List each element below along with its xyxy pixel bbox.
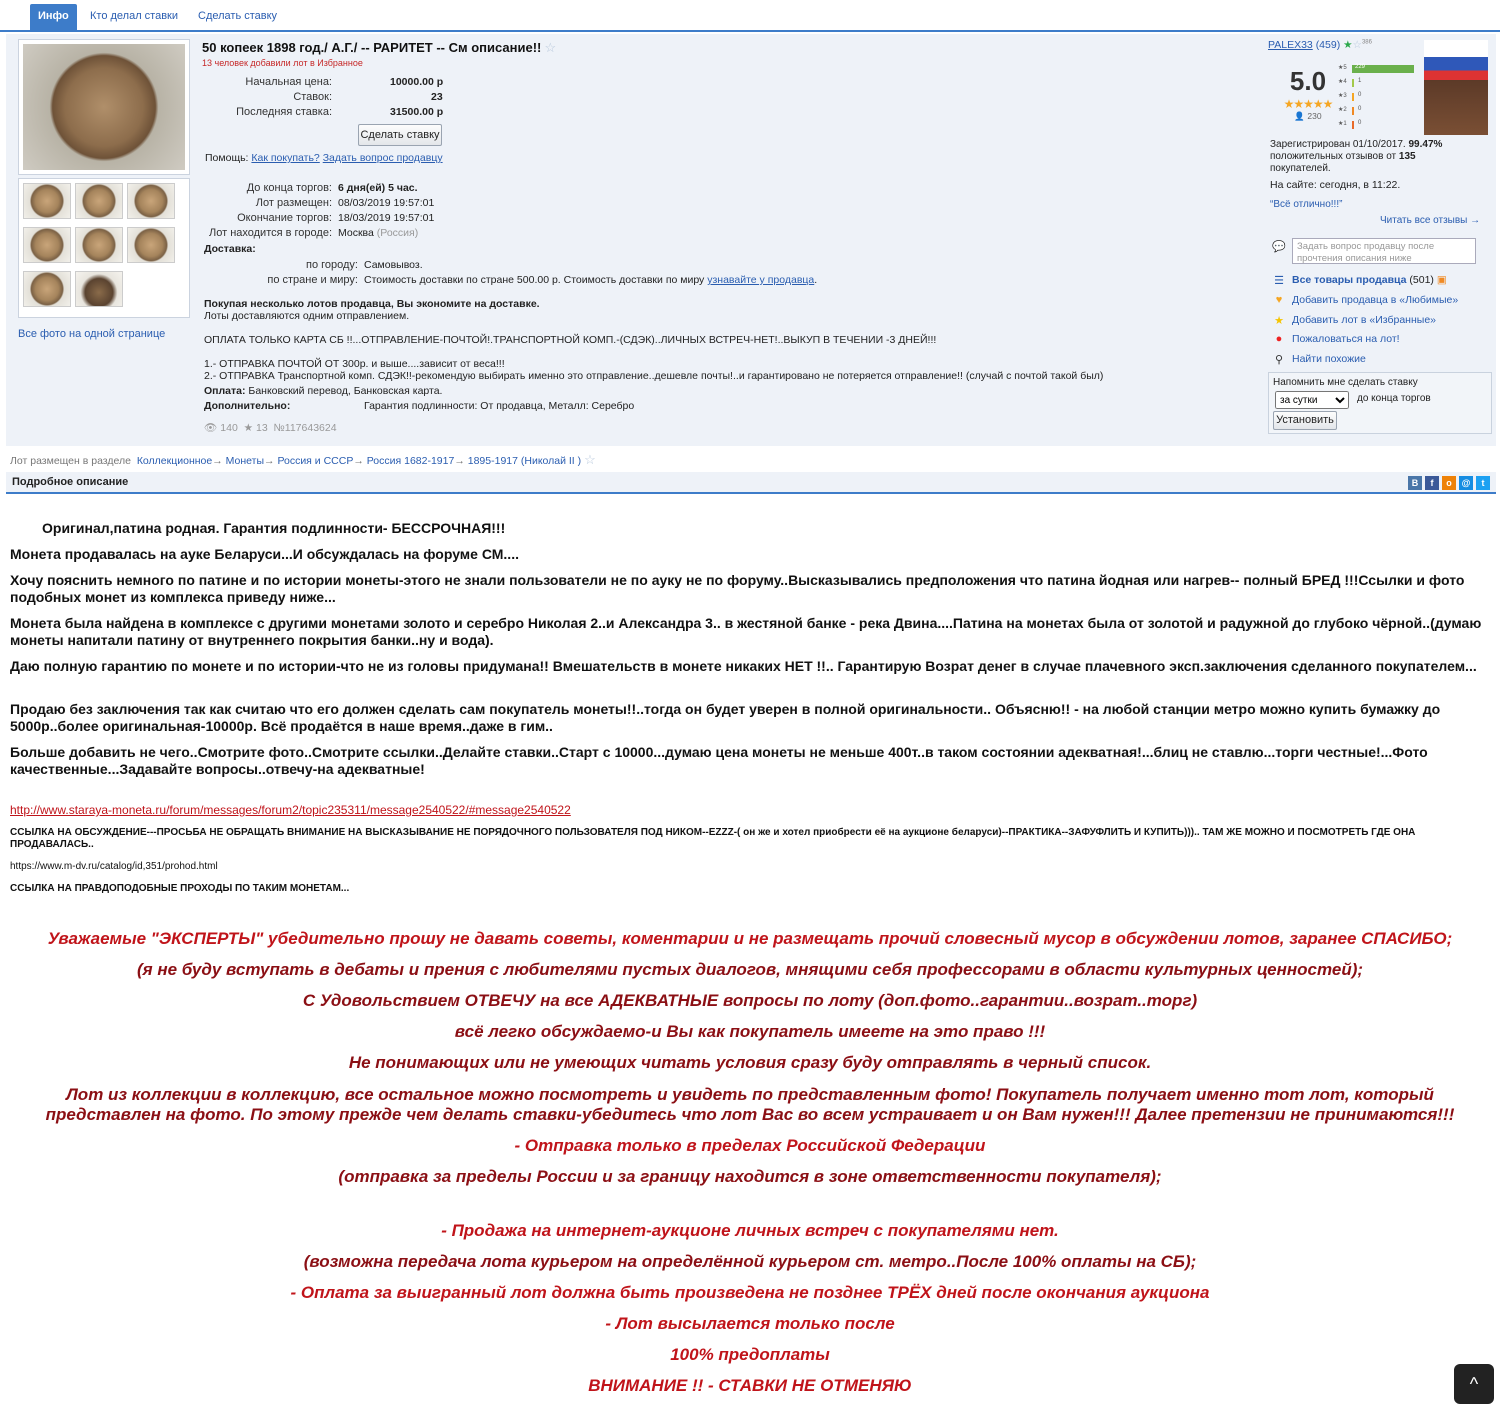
thumbnail[interactable]	[75, 271, 123, 307]
place-bid-button[interactable]: Сделать ставку	[358, 124, 442, 146]
notice-line: всё легко обсуждаемо-и Вы как покупатель имеете на это право !!!	[454, 1022, 1046, 1041]
notice-line: С Удовольствием ОТВЕЧУ на все АДЕКВАТНЫЕ вопросы по лоту (доп.фото..гарантии..возрат..торг)	[302, 991, 1198, 1010]
favorite-category-star-icon[interactable]: ☆	[584, 452, 596, 467]
ends-in-label: До конца торгов:	[246, 182, 332, 194]
rating-bar-count: 229	[1355, 64, 1366, 70]
list-icon: ☰	[1274, 275, 1284, 287]
notice-line: - Отправка только в пределах Российской Федерации	[514, 1136, 986, 1155]
ask-question-input[interactable]: Задать вопрос продавцу после прочтения описания ниже	[1292, 238, 1476, 264]
thumbnail[interactable]	[75, 227, 123, 263]
add-seller-favorites-link[interactable]: Добавить продавца в «Любимые»	[1292, 294, 1459, 306]
desc-paragraph: Монета продавалась на ауке Беларуси...И обсуждалась на форуме СМ....	[10, 546, 519, 562]
breadcrumb-item[interactable]: Россия 1682-1917	[366, 455, 455, 467]
description-title: Подробное описание	[12, 476, 129, 488]
rating-bar-star: ★5	[1338, 65, 1347, 71]
search-icon: ⚲	[1274, 354, 1284, 366]
buyers-word: покупателей.	[1270, 163, 1331, 174]
thumbnail[interactable]	[75, 183, 123, 219]
help-label: Помощь:	[205, 152, 249, 164]
favorite-count: 13 человек добавили лот в Избранное	[202, 58, 363, 68]
seller-count: (459)	[1315, 39, 1341, 51]
scroll-to-top-button[interactable]: ^	[1454, 1364, 1494, 1404]
positive-percent: 99.47%	[1408, 139, 1443, 150]
rating-value: 5.0	[1289, 66, 1327, 96]
rating-bar-row	[1338, 78, 1362, 88]
rating-bar-count: 0	[1358, 106, 1362, 112]
shipping-option-2: 2.- ОТПРАВКА Транспортной комп. СДЭК!!-рекомендую выбирать именно это отправление..дешевле почты!..и гарантировано не потеряется отправление!! (случай с почтой такой был)	[204, 370, 1104, 382]
rating-bar-row	[1338, 92, 1362, 102]
mail-share-icon[interactable]: @	[1459, 476, 1473, 490]
notice-line: представлен на фото. По этому прежде чем делать ставки-убедитесь что лот Вас во всем устраивает и он Вам нужен!!! Далее претензии не принимаются!!!	[45, 1105, 1455, 1124]
reminder-suffix: до конца торгов	[1357, 393, 1431, 404]
breadcrumb-item[interactable]: 1895-1917 (Николай II )	[467, 455, 582, 467]
add-lot-favorites-link[interactable]: Добавить лот в «Избранные»	[1292, 314, 1436, 326]
eye-icon: 👁	[204, 422, 218, 434]
by-city-value: Самовывоз.	[364, 259, 423, 271]
user-icon: 👤	[1294, 111, 1306, 121]
by-city-label: по городу:	[306, 259, 358, 271]
notice-line: (отправка за пределы России и за границу находится в зоне ответственности покупателя);	[338, 1167, 1162, 1186]
positive-text: положительных отзывов от	[1270, 151, 1397, 162]
delivery-label: Доставка:	[204, 243, 256, 255]
extra-value: Гарантия подлинности: От продавца, Металл: Серебро	[364, 400, 635, 412]
by-country-value: Стоимость доставки по стране 500.00 р. Стоимость доставки по миру	[364, 274, 705, 286]
ends-in-value: 6 дня(ей) 5 час.	[338, 182, 418, 194]
placed-label: Лот размещен:	[255, 197, 332, 209]
rating-bar-star: ★2	[1338, 107, 1347, 113]
ok-share-icon[interactable]: o	[1442, 476, 1456, 490]
registered-text: Зарегистрирован 01/10/2017.	[1270, 139, 1406, 150]
complain-link[interactable]: Пожаловаться на лот!	[1292, 333, 1400, 345]
all-items-link[interactable]: Все товары продавца	[1292, 274, 1407, 286]
reminder-title: Напомнить мне сделать ставку	[1273, 377, 1418, 388]
seller-panel	[1262, 36, 1492, 446]
end-label: Окончание торгов:	[237, 212, 332, 224]
start-price-value: 10000.00 р	[390, 76, 444, 88]
favorite-star-icon[interactable]: ☆	[544, 40, 557, 55]
placed-value: 08/03/2019 19:57:01	[338, 197, 435, 209]
star-icon: ★	[243, 422, 254, 434]
seller-avatar[interactable]	[1424, 40, 1488, 135]
forum-link-note: ССЫЛКА НА ОБСУЖДЕНИЕ---ПРОСЬБА НЕ ОБРАЩАТЬ ВНИМАНИЕ НА ВЫСКАЗЫВАНИЕ НЕ ПОРЯДОЧНОГО ПОЛЬЗОВАТЕЛЯ ПОД НИКОМ--EZZZ-( он же и хотел приобрести её на аукционе беларуси)--ПРАКТИКА--ЗАФУФЛИТЬ И КУПИТЬ))).. ТАМ ЖЕ МОЖНО И ПОСМОТРЕТЬ ГДЕ ОНА ПРОДАВАЛАСЬ..	[10, 827, 1416, 850]
rating-bar-fill	[1352, 93, 1354, 101]
payment-label: Оплата:	[204, 385, 246, 397]
extra-label: Дополнительно:	[204, 400, 291, 412]
bids-value: 23	[431, 91, 443, 103]
speech-bubble-icon: 💬	[1272, 241, 1286, 253]
favorite-seller-star-icon[interactable]: ☆	[1352, 39, 1362, 51]
thumbnail[interactable]	[23, 271, 71, 307]
find-similar-link[interactable]: Найти похожие	[1292, 353, 1366, 365]
city-label: Лот находится в городе:	[209, 227, 332, 239]
shipping-option-1: 1.- ОТПРАВКА ПОЧТОЙ ОТ 300р. и выше....зависит от веса!!!	[204, 358, 505, 370]
rating-stars-icon: ★★★★★	[1283, 97, 1333, 111]
seller-name-link[interactable]: PALEX33	[1268, 39, 1313, 51]
tab-bar	[0, 0, 1500, 32]
review-quote: “Всё отлично!!!”	[1270, 199, 1343, 210]
rating-bar-row	[1338, 120, 1362, 130]
rating-bar-fill	[1352, 107, 1354, 115]
notice-line: - Продажа на интернет-аукционе личных встреч с покупателями нет.	[441, 1221, 1059, 1240]
catalog-link[interactable]: https://www.m-dv.ru/catalog/id,351/prohod.html	[10, 861, 218, 872]
single-shipment-note: Лоты доставляются одним отправлением.	[204, 310, 410, 322]
save-delivery-note: Покупая несколько лотов продавца, Вы экономите на доставке.	[204, 298, 540, 310]
coin-image	[23, 44, 185, 170]
thumbnail[interactable]	[23, 227, 71, 263]
thumbnail[interactable]	[127, 227, 175, 263]
breadcrumb-item[interactable]: Коллекционное	[136, 455, 213, 467]
tab-info[interactable]: Инфо	[30, 4, 77, 32]
last-bid-label: Последняя ставка:	[236, 106, 332, 118]
description-header	[6, 472, 1496, 494]
breadcrumb-item[interactable]: Монеты	[225, 455, 265, 467]
all-items-count: (501)	[1409, 274, 1434, 286]
city-value: Москва	[338, 227, 374, 239]
catalog-link-note: ССЫЛКА НА ПРАВДОПОДОБНЫЕ ПРОХОДЫ ПО ТАКИМ МОНЕТАМ...	[10, 883, 350, 894]
bids-label: Ставок:	[293, 91, 332, 103]
rating-bar-fill	[1352, 79, 1354, 87]
desc-paragraph: Оригинал,патина родная. Гарантия подлинности- БЕССРОЧНАЯ!!!	[42, 520, 506, 536]
thumbnail[interactable]	[127, 183, 175, 219]
read-all-reviews-link[interactable]: Читать все отзывы →	[1380, 215, 1481, 226]
rating-bar-fill	[1352, 121, 1354, 129]
desc-paragraph: Больше добавить не чего..Смотрите фото..Смотрите ссылки..Делайте ставки..Старт с 10000...думаю цена монеты не меньше 400т..в таком состоянии адекватная!...блиц не ставлю...торги честные!...Фото качественные...Задавайте вопросы..отвечу-на адекватные!	[10, 744, 1428, 777]
desc-paragraph: Продаю без заключения так как считаю что его должен сделать сам покупатель монеты!!..тогда он будет уверен в полной оригинальности.. Объясню!! - на любой станции метро можно купить бумажку до 5000р..более оригинальная-10000р. Всё продаётся в наше время..даже в гим..	[10, 701, 1441, 734]
rating-bar-star: ★3	[1338, 93, 1347, 99]
verified-star-icon: ★	[1343, 39, 1353, 51]
rating-block	[1272, 66, 1344, 122]
seller-badge: 386	[1361, 39, 1372, 46]
forum-link[interactable]: http://www.staraya-moneta.ru/forum/messages/forum2/topic235311/message2540522/#message2540522	[10, 803, 571, 817]
notice-line: (я не буду вступать в дебаты и прения с любителями пустых диалогов, мнящими себя профессорами в области культурных ценностей);	[136, 960, 1364, 979]
views-count: 140	[220, 422, 238, 434]
rating-bar-count: 1	[1358, 78, 1362, 84]
notice-line: 100% предоплаты	[670, 1345, 830, 1364]
bid-reminder	[1268, 372, 1492, 434]
rating-bar-star: ★4	[1338, 79, 1347, 85]
facebook-share-icon[interactable]: f	[1425, 476, 1439, 490]
desc-paragraph: Монета была найдена в комплексе с другими монетами золото и серебро Николая 2..и Александра 3.. в жестяной банке - река Двина....Патина на монетах была от золотой и радужной до глубоко чёрной..(думаю монеты напитали патину от внутреннего покрытия банки..ну и вода).	[10, 615, 1482, 648]
how-to-buy-link[interactable]: Как покупать?	[251, 152, 320, 164]
vk-share-icon[interactable]: В	[1408, 476, 1422, 490]
notice-line: Не понимающих или не умеющих читать условия сразу буду отправлять в черный список.	[348, 1053, 1152, 1072]
notice-line: ВНИМАНИЕ !! - СТАВКИ НЕ ОТМЕНЯЮ	[588, 1376, 912, 1395]
by-country-label: по стране и миру:	[267, 274, 358, 286]
thumbnail-gallery	[18, 178, 190, 318]
positive-buyers: 135	[1398, 151, 1416, 162]
breadcrumb-item[interactable]: Россия и СССР	[277, 455, 354, 467]
payment-value: Банковский перевод, Банковская карта.	[248, 385, 443, 397]
rating-bar-count: 0	[1358, 120, 1362, 126]
last-bid-value: 31500.00 р	[390, 106, 444, 118]
notice-line: Лот из коллекции в коллекцию, все остальное можно посмотреть и увидеть по представленным фото! Покупатель получает именно тот лот, который	[66, 1085, 1434, 1104]
notice-line: Уважаемые "ЭКСПЕРТЫ" убедительно прошу не давать советы, коментарии и не размещать прочий словесный мусор в обсуждении лотов, заранее СПАСИБО;	[47, 929, 1453, 948]
tab-bidders[interactable]: Кто делал ставки	[90, 10, 179, 22]
ask-delivery-link[interactable]: узнавайте у продавца	[707, 274, 815, 286]
watch-count: 13	[255, 422, 268, 434]
country-value: (Россия)	[376, 227, 419, 239]
lot-title: 50 копеек 1898 год./ А.Г./ -- РАРИТЕТ -- См описание!!	[202, 40, 542, 55]
twitter-share-icon[interactable]: t	[1476, 476, 1490, 490]
breadcrumb-prefix: Лот размещен в разделе	[10, 455, 131, 467]
desc-paragraph: Хочу пояснить немного по патине и по истории монеты-этого не знали пользователи не по ауку не по форуму..Высказывались предположения что патина йодная или нагрев-- полный БРЕД !!!Ссылки и фото подобных монет из комплекса приведу ниже...	[10, 572, 1465, 605]
reminder-interval-select[interactable]	[1275, 391, 1349, 409]
breadcrumb: Лот размещен в разделе Коллекционное→ Монеты→ Россия и СССР→ Россия 1682-1917→ 1895-1917 (Николай II ) ☆	[10, 452, 596, 467]
rss-icon[interactable]: ▣	[1436, 274, 1447, 286]
notice-line: - Лот высылается только после	[605, 1314, 895, 1333]
ask-seller-link[interactable]: Задать вопрос продавцу	[322, 152, 443, 164]
rating-bar-row	[1338, 64, 1366, 74]
end-value: 18/03/2019 19:57:01	[338, 212, 435, 224]
all-photos-link[interactable]: Все фото на одной странице	[18, 328, 166, 340]
desc-paragraph: Даю полную гарантию по монете и по истории-что не из головы придумана!! Вмешательств в монете никаких НЕТ !!.. Гарантирую Возрат денег в случае плачевного эксп.заключения сделанного покупателем...	[10, 658, 1477, 674]
rating-bar-row	[1338, 106, 1362, 116]
reviews-count: 230	[1307, 111, 1322, 121]
main-photo[interactable]	[18, 39, 190, 175]
notice-line: - Оплата за выигранный лот должна быть произведена не позднее ТРЁХ дней после окончания аукциона	[290, 1283, 1210, 1302]
notice-line: (возможна передача лота курьером на определённой курьером ст. метро..После 100% оплаты на СБ);	[303, 1252, 1197, 1271]
rating-bar-star: ★1	[1338, 121, 1347, 127]
heart-icon: ♥	[1275, 294, 1283, 306]
thumbnail[interactable]	[23, 183, 71, 219]
alert-icon: ●	[1275, 333, 1283, 345]
start-price-label: Начальная цена:	[245, 76, 332, 88]
tab-place-bid[interactable]: Сделать ставку	[198, 10, 278, 22]
online-status: На сайте: сегодня, в 11:22.	[1270, 179, 1401, 191]
lot-number: №117643624	[273, 422, 337, 434]
star-icon: ★	[1274, 315, 1284, 327]
rating-bar-count: 0	[1358, 92, 1362, 98]
payment-terms-note: ОПЛАТА ТОЛЬКО КАРТА СБ !!...ОТПРАВЛЕНИЕ-ПОЧТОЙ!.ТРАНСПОРТНОЙ КОМП.-(СДЭК)..ЛИЧНЫХ ВСТРЕЧ-НЕТ!..ВЫКУП В ТЕЧЕНИИ -3 ДНЕЙ!!!	[204, 334, 937, 346]
set-reminder-button[interactable]: Установить	[1273, 411, 1337, 430]
